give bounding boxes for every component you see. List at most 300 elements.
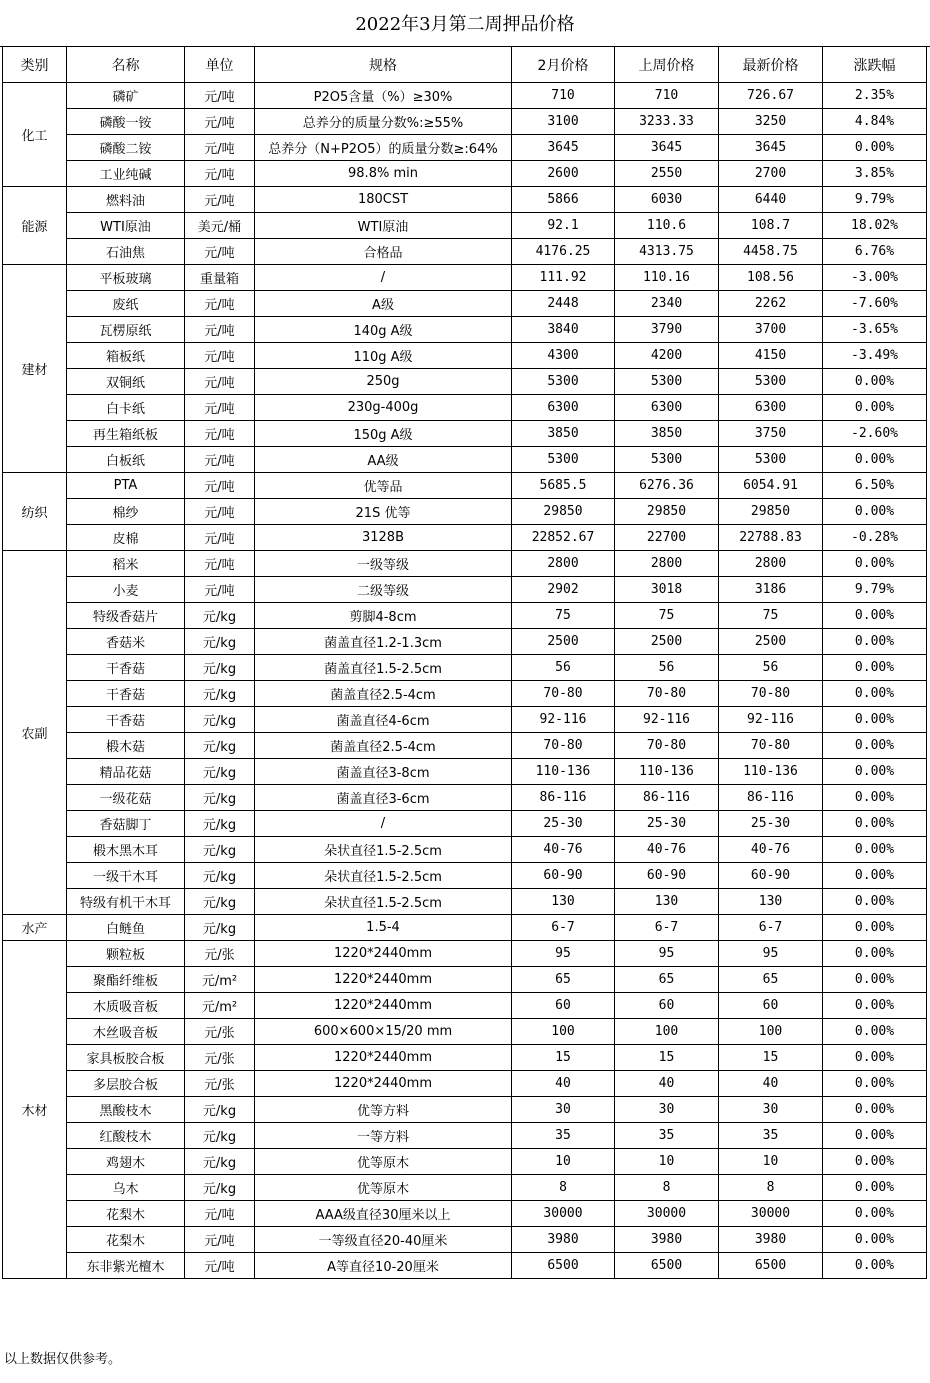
change-pct-cell[interactable]: 6.76% [823,239,927,265]
feb-price-cell[interactable]: 25-30 [512,811,615,837]
unit-cell[interactable]: 元/张 [185,1071,255,1097]
change-pct-cell[interactable]: 0.00% [823,863,927,889]
spec-cell[interactable]: 98.8% min [255,161,512,187]
last-week-price-cell[interactable]: 30 [615,1097,719,1123]
last-week-price-cell[interactable]: 6276.36 [615,473,719,499]
header-feb-price[interactable]: 2月价格 [512,47,615,83]
unit-cell[interactable]: 元/m² [185,993,255,1019]
item-name-cell[interactable]: 工业纯碱 [67,161,185,187]
feb-price-cell[interactable]: 10 [512,1149,615,1175]
unit-cell[interactable]: 元/kg [185,629,255,655]
latest-price-cell[interactable]: 65 [719,967,823,993]
unit-cell[interactable]: 元/kg [185,603,255,629]
change-pct-cell[interactable]: 0.00% [823,395,927,421]
feb-price-cell[interactable]: 2902 [512,577,615,603]
item-name-cell[interactable]: 双铜纸 [67,369,185,395]
item-name-cell[interactable]: 黑酸枝木 [67,1097,185,1123]
spec-cell[interactable]: 110g A级 [255,343,512,369]
unit-cell[interactable]: 元/吨 [185,1201,255,1227]
latest-price-cell[interactable]: 6500 [719,1253,823,1279]
unit-cell[interactable]: 元/kg [185,759,255,785]
change-pct-cell[interactable]: 0.00% [823,1019,927,1045]
spec-cell[interactable]: 1220*2440mm [255,967,512,993]
item-name-cell[interactable]: 花梨木 [67,1227,185,1253]
item-name-cell[interactable]: 颗粒板 [67,941,185,967]
category-cell[interactable]: 水产 [3,915,67,941]
unit-cell[interactable]: 美元/桶 [185,213,255,239]
latest-price-cell[interactable]: 75 [719,603,823,629]
last-week-price-cell[interactable]: 6030 [615,187,719,213]
last-week-price-cell[interactable]: 22700 [615,525,719,551]
feb-price-cell[interactable]: 60-90 [512,863,615,889]
latest-price-cell[interactable]: 29850 [719,499,823,525]
unit-cell[interactable]: 元/kg [185,1175,255,1201]
feb-price-cell[interactable]: 5300 [512,369,615,395]
item-name-cell[interactable]: 东非紫光檀木 [67,1253,185,1279]
feb-price-cell[interactable]: 6500 [512,1253,615,1279]
feb-price-cell[interactable]: 92-116 [512,707,615,733]
feb-price-cell[interactable]: 2600 [512,161,615,187]
latest-price-cell[interactable]: 30 [719,1097,823,1123]
unit-cell[interactable]: 元/吨 [185,1227,255,1253]
item-name-cell[interactable]: 磷矿 [67,83,185,109]
feb-price-cell[interactable]: 710 [512,83,615,109]
latest-price-cell[interactable]: 6440 [719,187,823,213]
latest-price-cell[interactable]: 25-30 [719,811,823,837]
spec-cell[interactable]: 一级等级 [255,551,512,577]
change-pct-cell[interactable]: 0.00% [823,941,927,967]
spec-cell[interactable]: 菌盖直径3-6cm [255,785,512,811]
change-pct-cell[interactable]: 0.00% [823,707,927,733]
feb-price-cell[interactable]: 3100 [512,109,615,135]
latest-price-cell[interactable]: 56 [719,655,823,681]
unit-cell[interactable]: 元/kg [185,707,255,733]
item-name-cell[interactable]: 白鲢鱼 [67,915,185,941]
item-name-cell[interactable]: 木质吸音板 [67,993,185,1019]
spec-cell[interactable]: 菌盖直径2.5-4cm [255,681,512,707]
category-cell[interactable]: 能源 [3,187,67,265]
latest-price-cell[interactable]: 8 [719,1175,823,1201]
unit-cell[interactable]: 元/m² [185,967,255,993]
latest-price-cell[interactable]: 30000 [719,1201,823,1227]
item-name-cell[interactable]: 稻米 [67,551,185,577]
change-pct-cell[interactable]: -3.65% [823,317,927,343]
change-pct-cell[interactable]: 0.00% [823,889,927,915]
change-pct-cell[interactable]: -0.28% [823,525,927,551]
change-pct-cell[interactable]: 0.00% [823,1097,927,1123]
change-pct-cell[interactable]: -2.60% [823,421,927,447]
item-name-cell[interactable]: 瓦楞原纸 [67,317,185,343]
change-pct-cell[interactable]: 0.00% [823,811,927,837]
latest-price-cell[interactable]: 100 [719,1019,823,1045]
unit-cell[interactable]: 元/kg [185,915,255,941]
change-pct-cell[interactable]: 0.00% [823,1123,927,1149]
last-week-price-cell[interactable]: 5300 [615,447,719,473]
feb-price-cell[interactable]: 40-76 [512,837,615,863]
spec-cell[interactable]: / [255,811,512,837]
last-week-price-cell[interactable]: 6-7 [615,915,719,941]
unit-cell[interactable]: 元/吨 [185,473,255,499]
latest-price-cell[interactable]: 130 [719,889,823,915]
unit-cell[interactable]: 元/kg [185,811,255,837]
header-last-week-price[interactable]: 上周价格 [615,47,719,83]
last-week-price-cell[interactable]: 2550 [615,161,719,187]
unit-cell[interactable]: 元/张 [185,1045,255,1071]
spec-cell[interactable]: 菌盖直径4-6cm [255,707,512,733]
spec-cell[interactable]: 140g A级 [255,317,512,343]
feb-price-cell[interactable]: 95 [512,941,615,967]
item-name-cell[interactable]: 皮棉 [67,525,185,551]
latest-price-cell[interactable]: 2700 [719,161,823,187]
latest-price-cell[interactable]: 70-80 [719,733,823,759]
last-week-price-cell[interactable]: 2500 [615,629,719,655]
item-name-cell[interactable]: PTA [67,473,185,499]
item-name-cell[interactable]: 木丝吸音板 [67,1019,185,1045]
latest-price-cell[interactable]: 2800 [719,551,823,577]
spec-cell[interactable]: 一等方料 [255,1123,512,1149]
spec-cell[interactable]: A等直径10-20厘米 [255,1253,512,1279]
latest-price-cell[interactable]: 40-76 [719,837,823,863]
item-name-cell[interactable]: 干香菇 [67,707,185,733]
latest-price-cell[interactable]: 95 [719,941,823,967]
feb-price-cell[interactable]: 92.1 [512,213,615,239]
feb-price-cell[interactable]: 4300 [512,343,615,369]
category-cell[interactable]: 农副 [3,551,67,915]
last-week-price-cell[interactable]: 8 [615,1175,719,1201]
last-week-price-cell[interactable]: 110.6 [615,213,719,239]
change-pct-cell[interactable]: 6.50% [823,473,927,499]
category-cell[interactable]: 建材 [3,265,67,473]
item-name-cell[interactable]: 聚酯纤维板 [67,967,185,993]
item-name-cell[interactable]: 鸡翅木 [67,1149,185,1175]
item-name-cell[interactable]: 特级香菇片 [67,603,185,629]
last-week-price-cell[interactable]: 3850 [615,421,719,447]
unit-cell[interactable]: 重量箱 [185,265,255,291]
spec-cell[interactable]: 230g-400g [255,395,512,421]
spec-cell[interactable]: 优等方料 [255,1097,512,1123]
spec-cell[interactable]: 优等原木 [255,1175,512,1201]
latest-price-cell[interactable]: 70-80 [719,681,823,707]
latest-price-cell[interactable]: 110-136 [719,759,823,785]
last-week-price-cell[interactable]: 40-76 [615,837,719,863]
last-week-price-cell[interactable]: 6500 [615,1253,719,1279]
latest-price-cell[interactable]: 108.56 [719,265,823,291]
last-week-price-cell[interactable]: 130 [615,889,719,915]
unit-cell[interactable]: 元/kg [185,837,255,863]
feb-price-cell[interactable]: 40 [512,1071,615,1097]
change-pct-cell[interactable]: 0.00% [823,1201,927,1227]
item-name-cell[interactable]: 小麦 [67,577,185,603]
unit-cell[interactable]: 元/吨 [185,1253,255,1279]
unit-cell[interactable]: 元/吨 [185,187,255,213]
item-name-cell[interactable]: 废纸 [67,291,185,317]
latest-price-cell[interactable]: 4150 [719,343,823,369]
item-name-cell[interactable]: 多层胶合板 [67,1071,185,1097]
spec-cell[interactable]: P2O5含量（%）≥30% [255,83,512,109]
latest-price-cell[interactable]: 2500 [719,629,823,655]
header-spec[interactable]: 规格 [255,47,512,83]
item-name-cell[interactable]: 一级花菇 [67,785,185,811]
change-pct-cell[interactable]: -7.60% [823,291,927,317]
item-name-cell[interactable]: 精品花菇 [67,759,185,785]
unit-cell[interactable]: 元/吨 [185,291,255,317]
latest-price-cell[interactable]: 6-7 [719,915,823,941]
unit-cell[interactable]: 元/kg [185,655,255,681]
feb-price-cell[interactable]: 29850 [512,499,615,525]
item-name-cell[interactable]: 干香菇 [67,681,185,707]
last-week-price-cell[interactable]: 110.16 [615,265,719,291]
change-pct-cell[interactable]: 0.00% [823,1149,927,1175]
item-name-cell[interactable]: 棉纱 [67,499,185,525]
item-name-cell[interactable]: 椴木菇 [67,733,185,759]
change-pct-cell[interactable]: 0.00% [823,135,927,161]
last-week-price-cell[interactable]: 3980 [615,1227,719,1253]
spec-cell[interactable]: 菌盖直径1.2-1.3cm [255,629,512,655]
item-name-cell[interactable]: 特级有机干木耳 [67,889,185,915]
feb-price-cell[interactable]: 65 [512,967,615,993]
last-week-price-cell[interactable]: 40 [615,1071,719,1097]
spec-cell[interactable]: 菌盖直径1.5-2.5cm [255,655,512,681]
spec-cell[interactable]: 总养分（N+P2O5）的质量分数≥:64% [255,135,512,161]
item-name-cell[interactable]: 一级干木耳 [67,863,185,889]
change-pct-cell[interactable]: 0.00% [823,733,927,759]
spec-cell[interactable]: 优等原木 [255,1149,512,1175]
latest-price-cell[interactable]: 3250 [719,109,823,135]
feb-price-cell[interactable]: 3840 [512,317,615,343]
latest-price-cell[interactable]: 10 [719,1149,823,1175]
spec-cell[interactable]: 3128B [255,525,512,551]
feb-price-cell[interactable]: 15 [512,1045,615,1071]
item-name-cell[interactable]: 平板玻璃 [67,265,185,291]
spec-cell[interactable]: 总养分的质量分数%:≥55% [255,109,512,135]
last-week-price-cell[interactable]: 2800 [615,551,719,577]
item-name-cell[interactable]: 香菇米 [67,629,185,655]
latest-price-cell[interactable]: 5300 [719,369,823,395]
feb-price-cell[interactable]: 75 [512,603,615,629]
feb-price-cell[interactable]: 110-136 [512,759,615,785]
feb-price-cell[interactable]: 5300 [512,447,615,473]
unit-cell[interactable]: 元/张 [185,941,255,967]
latest-price-cell[interactable]: 5300 [719,447,823,473]
item-name-cell[interactable]: 椴木黑木耳 [67,837,185,863]
unit-cell[interactable]: 元/吨 [185,317,255,343]
feb-price-cell[interactable]: 30000 [512,1201,615,1227]
header-change[interactable]: 涨跌幅 [823,47,927,83]
change-pct-cell[interactable]: 0.00% [823,915,927,941]
unit-cell[interactable]: 元/吨 [185,343,255,369]
spec-cell[interactable]: 优等品 [255,473,512,499]
unit-cell[interactable]: 元/kg [185,785,255,811]
latest-price-cell[interactable]: 4458.75 [719,239,823,265]
latest-price-cell[interactable]: 6300 [719,395,823,421]
feb-price-cell[interactable]: 86-116 [512,785,615,811]
feb-price-cell[interactable]: 2800 [512,551,615,577]
spec-cell[interactable]: 剪脚4-8cm [255,603,512,629]
unit-cell[interactable]: 元/吨 [185,369,255,395]
change-pct-cell[interactable]: 9.79% [823,577,927,603]
feb-price-cell[interactable]: 30 [512,1097,615,1123]
last-week-price-cell[interactable]: 65 [615,967,719,993]
spec-cell[interactable]: A级 [255,291,512,317]
change-pct-cell[interactable]: 0.00% [823,837,927,863]
last-week-price-cell[interactable]: 70-80 [615,681,719,707]
unit-cell[interactable]: 元/吨 [185,577,255,603]
last-week-price-cell[interactable]: 3233.33 [615,109,719,135]
feb-price-cell[interactable]: 3980 [512,1227,615,1253]
spec-cell[interactable]: 菌盖直径2.5-4cm [255,733,512,759]
last-week-price-cell[interactable]: 15 [615,1045,719,1071]
last-week-price-cell[interactable]: 100 [615,1019,719,1045]
last-week-price-cell[interactable]: 75 [615,603,719,629]
item-name-cell[interactable]: WTI原油 [67,213,185,239]
item-name-cell[interactable]: 白卡纸 [67,395,185,421]
unit-cell[interactable]: 元/kg [185,1149,255,1175]
last-week-price-cell[interactable]: 95 [615,941,719,967]
change-pct-cell[interactable]: 0.00% [823,369,927,395]
item-name-cell[interactable]: 花梨木 [67,1201,185,1227]
spec-cell[interactable]: 1.5-4 [255,915,512,941]
spec-cell[interactable]: 150g A级 [255,421,512,447]
unit-cell[interactable]: 元/吨 [185,499,255,525]
latest-price-cell[interactable]: 40 [719,1071,823,1097]
category-cell[interactable]: 木材 [3,941,67,1279]
unit-cell[interactable]: 元/吨 [185,239,255,265]
spec-cell[interactable]: 二级等级 [255,577,512,603]
unit-cell[interactable]: 元/kg [185,733,255,759]
item-name-cell[interactable]: 再生箱纸板 [67,421,185,447]
feb-price-cell[interactable]: 5685.5 [512,473,615,499]
feb-price-cell[interactable]: 6-7 [512,915,615,941]
latest-price-cell[interactable]: 35 [719,1123,823,1149]
change-pct-cell[interactable]: 0.00% [823,1071,927,1097]
latest-price-cell[interactable]: 726.67 [719,83,823,109]
last-week-price-cell[interactable]: 60 [615,993,719,1019]
spec-cell[interactable]: 朵状直径1.5-2.5cm [255,837,512,863]
change-pct-cell[interactable]: 0.00% [823,785,927,811]
unit-cell[interactable]: 元/吨 [185,161,255,187]
latest-price-cell[interactable]: 3980 [719,1227,823,1253]
unit-cell[interactable]: 元/kg [185,1097,255,1123]
last-week-price-cell[interactable]: 86-116 [615,785,719,811]
unit-cell[interactable]: 元/吨 [185,135,255,161]
item-name-cell[interactable]: 香菇脚丁 [67,811,185,837]
item-name-cell[interactable]: 磷酸二铵 [67,135,185,161]
feb-price-cell[interactable]: 4176.25 [512,239,615,265]
unit-cell[interactable]: 元/kg [185,1123,255,1149]
change-pct-cell[interactable]: 0.00% [823,551,927,577]
header-unit[interactable]: 单位 [185,47,255,83]
category-cell[interactable]: 纺织 [3,473,67,551]
spec-cell[interactable]: 一等级直径20-40厘米 [255,1227,512,1253]
latest-price-cell[interactable]: 3700 [719,317,823,343]
spec-cell[interactable]: 朵状直径1.5-2.5cm [255,889,512,915]
last-week-price-cell[interactable]: 3645 [615,135,719,161]
last-week-price-cell[interactable]: 70-80 [615,733,719,759]
header-category[interactable]: 类别 [3,47,67,83]
spec-cell[interactable]: 菌盖直径3-8cm [255,759,512,785]
change-pct-cell[interactable]: 4.84% [823,109,927,135]
feb-price-cell[interactable]: 3645 [512,135,615,161]
last-week-price-cell[interactable]: 110-136 [615,759,719,785]
last-week-price-cell[interactable]: 60-90 [615,863,719,889]
unit-cell[interactable]: 元/kg [185,889,255,915]
last-week-price-cell[interactable]: 3790 [615,317,719,343]
spec-cell[interactable]: 1220*2440mm [255,941,512,967]
spec-cell[interactable]: 合格品 [255,239,512,265]
last-week-price-cell[interactable]: 29850 [615,499,719,525]
latest-price-cell[interactable]: 6054.91 [719,473,823,499]
change-pct-cell[interactable]: 18.02% [823,213,927,239]
latest-price-cell[interactable]: 60-90 [719,863,823,889]
feb-price-cell[interactable]: 22852.67 [512,525,615,551]
change-pct-cell[interactable]: 3.85% [823,161,927,187]
last-week-price-cell[interactable]: 4200 [615,343,719,369]
change-pct-cell[interactable]: 0.00% [823,499,927,525]
spec-cell[interactable]: 250g [255,369,512,395]
feb-price-cell[interactable]: 2448 [512,291,615,317]
item-name-cell[interactable]: 箱板纸 [67,343,185,369]
spec-cell[interactable]: 180CST [255,187,512,213]
unit-cell[interactable]: 元/吨 [185,525,255,551]
last-week-price-cell[interactable]: 710 [615,83,719,109]
last-week-price-cell[interactable]: 6300 [615,395,719,421]
last-week-price-cell[interactable]: 56 [615,655,719,681]
spec-cell[interactable]: 1220*2440mm [255,993,512,1019]
latest-price-cell[interactable]: 15 [719,1045,823,1071]
spec-cell[interactable]: 600×600×15/20 mm [255,1019,512,1045]
last-week-price-cell[interactable]: 35 [615,1123,719,1149]
feb-price-cell[interactable]: 70-80 [512,681,615,707]
change-pct-cell[interactable]: 0.00% [823,1227,927,1253]
feb-price-cell[interactable]: 6300 [512,395,615,421]
feb-price-cell[interactable]: 2500 [512,629,615,655]
item-name-cell[interactable]: 燃料油 [67,187,185,213]
unit-cell[interactable]: 元/吨 [185,421,255,447]
unit-cell[interactable]: 元/吨 [185,109,255,135]
header-name[interactable]: 名称 [67,47,185,83]
last-week-price-cell[interactable]: 4313.75 [615,239,719,265]
spec-cell[interactable]: AAA级直径30厘米以上 [255,1201,512,1227]
latest-price-cell[interactable]: 3750 [719,421,823,447]
change-pct-cell[interactable]: 2.35% [823,83,927,109]
item-name-cell[interactable]: 家具板胶合板 [67,1045,185,1071]
unit-cell[interactable]: 元/kg [185,863,255,889]
latest-price-cell[interactable]: 2262 [719,291,823,317]
feb-price-cell[interactable]: 8 [512,1175,615,1201]
feb-price-cell[interactable]: 60 [512,993,615,1019]
change-pct-cell[interactable]: -3.49% [823,343,927,369]
change-pct-cell[interactable]: 0.00% [823,655,927,681]
unit-cell[interactable]: 元/kg [185,681,255,707]
feb-price-cell[interactable]: 35 [512,1123,615,1149]
latest-price-cell[interactable]: 3186 [719,577,823,603]
feb-price-cell[interactable]: 70-80 [512,733,615,759]
last-week-price-cell[interactable]: 10 [615,1149,719,1175]
feb-price-cell[interactable]: 130 [512,889,615,915]
last-week-price-cell[interactable]: 3018 [615,577,719,603]
last-week-price-cell[interactable]: 30000 [615,1201,719,1227]
last-week-price-cell[interactable]: 25-30 [615,811,719,837]
change-pct-cell[interactable]: 0.00% [823,1175,927,1201]
spec-cell[interactable]: 朵状直径1.5-2.5cm [255,863,512,889]
change-pct-cell[interactable]: 0.00% [823,967,927,993]
spec-cell[interactable]: 21S 优等 [255,499,512,525]
change-pct-cell[interactable]: 0.00% [823,1045,927,1071]
spec-cell[interactable]: AA级 [255,447,512,473]
unit-cell[interactable]: 元/吨 [185,395,255,421]
item-name-cell[interactable]: 磷酸一铵 [67,109,185,135]
latest-price-cell[interactable]: 60 [719,993,823,1019]
